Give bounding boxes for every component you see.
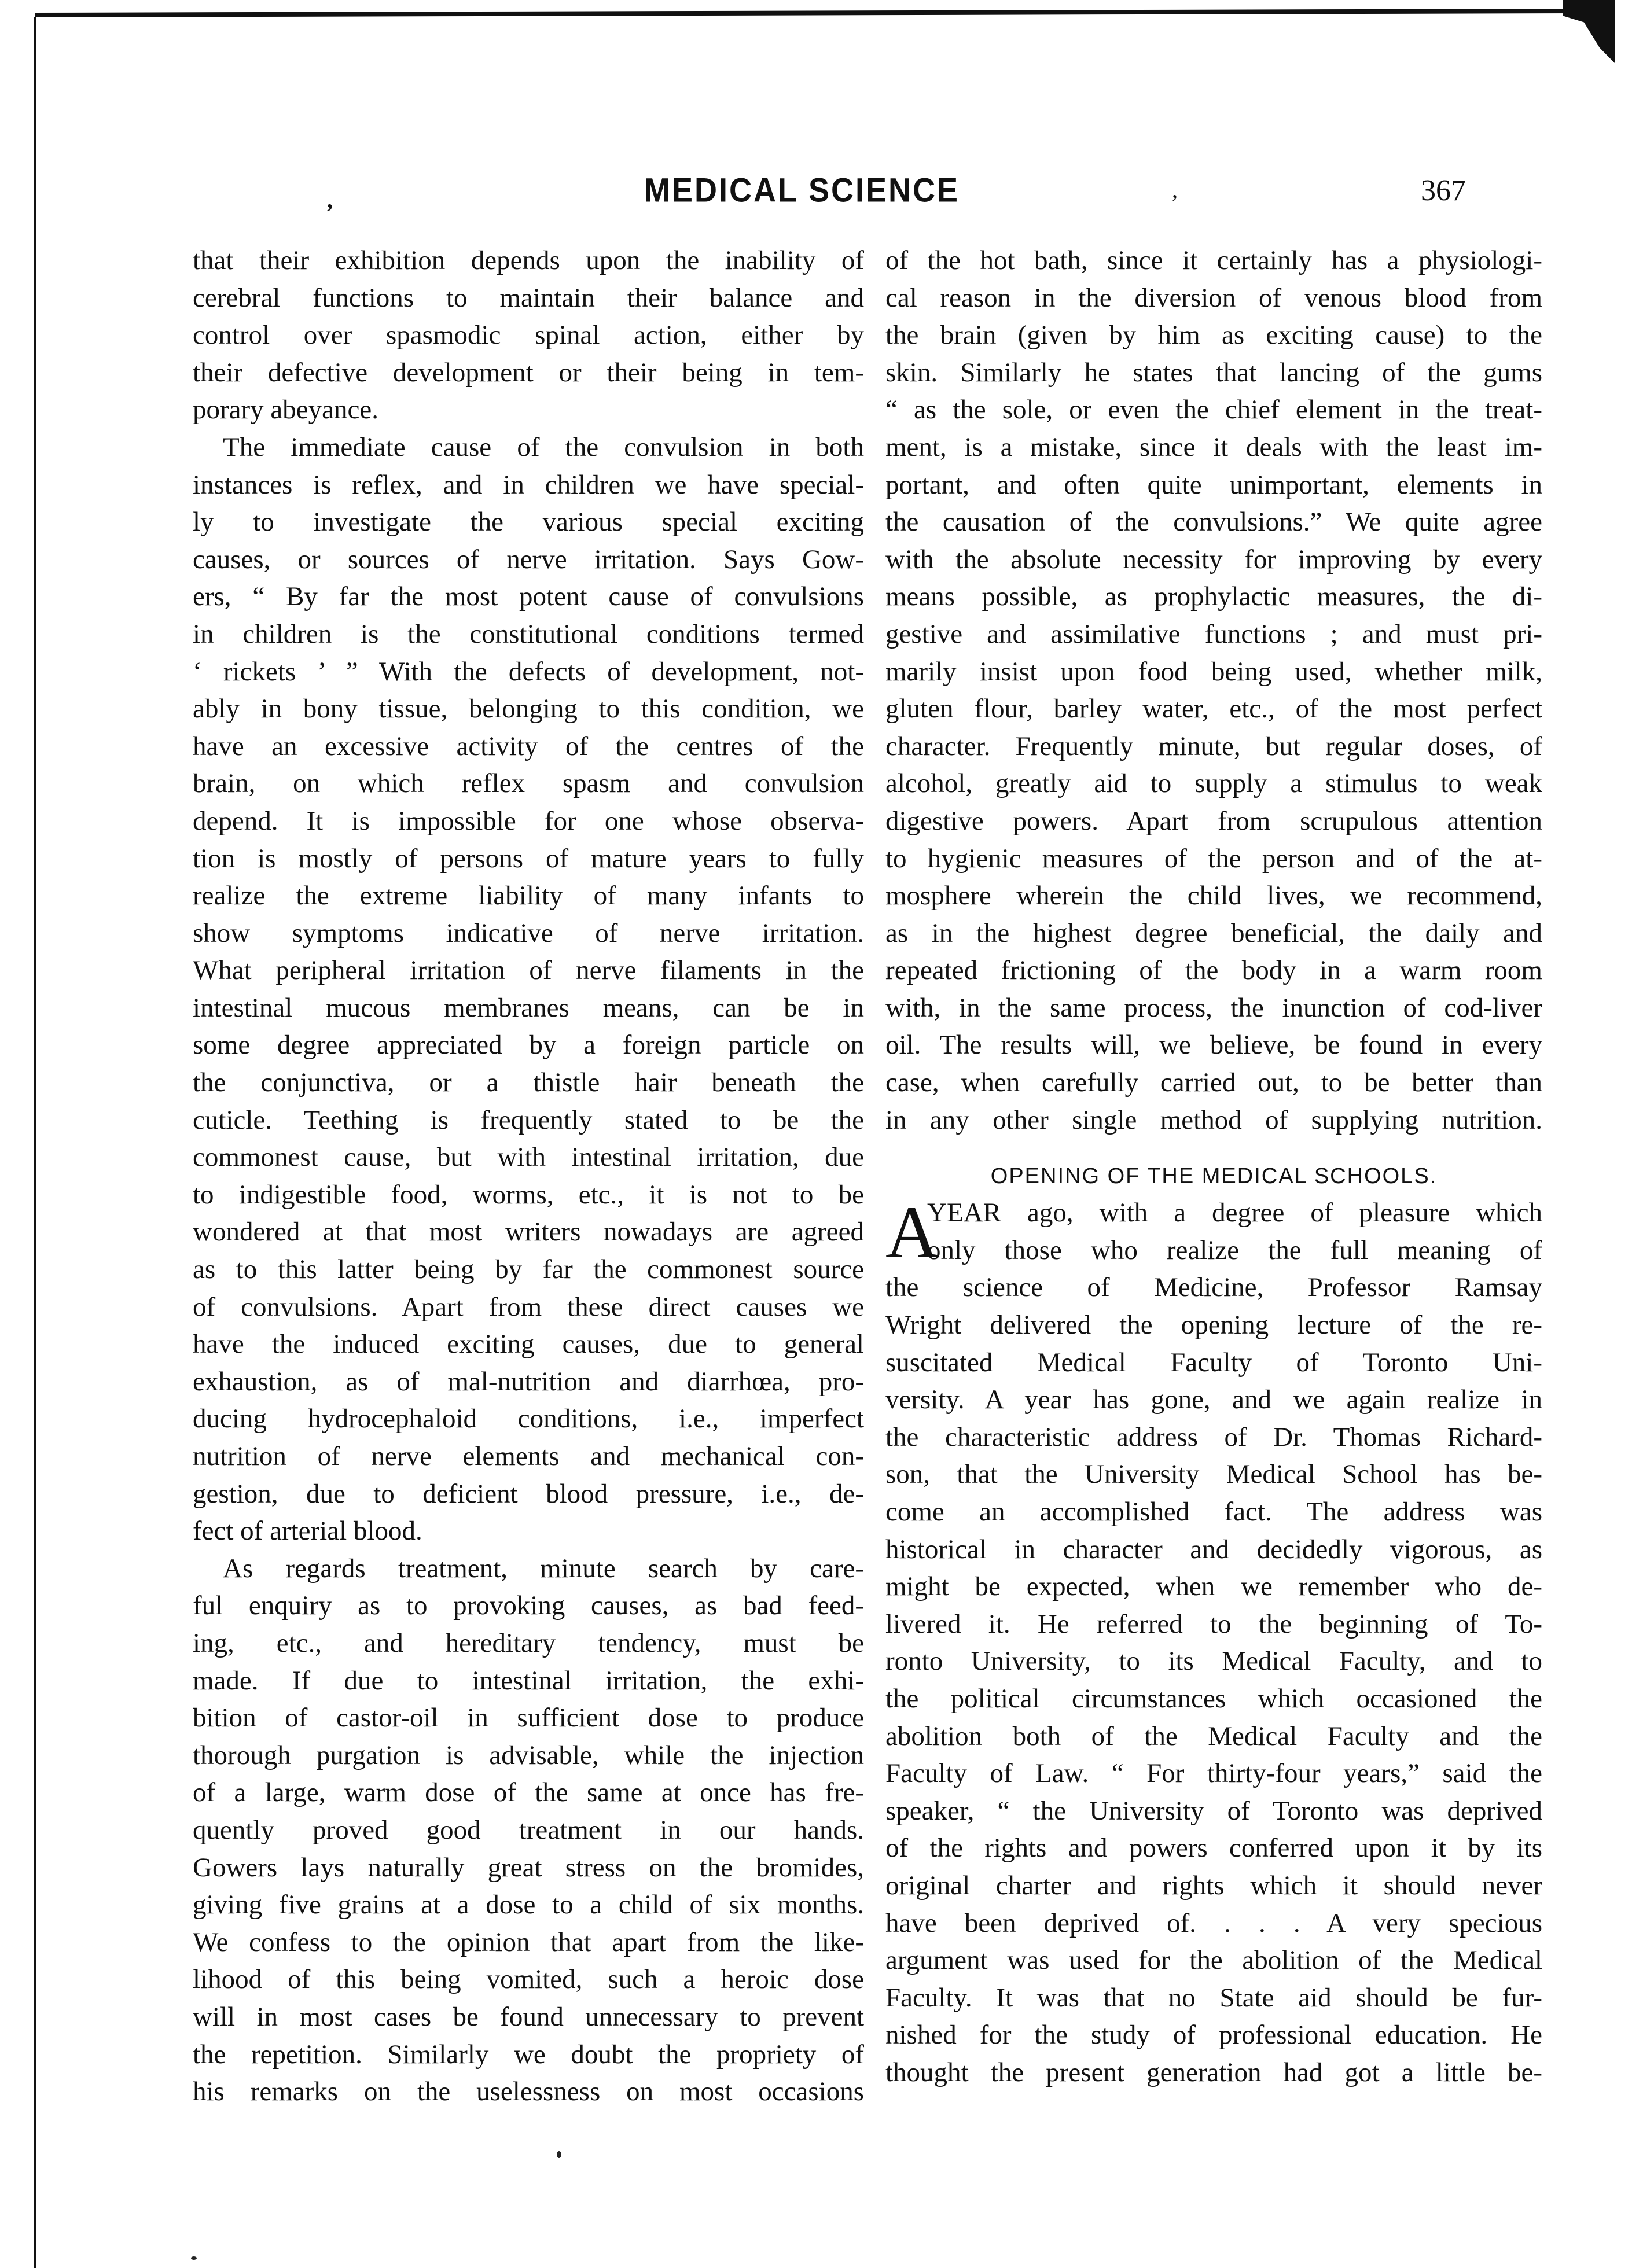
- text-line: as in the highest degree beneficial, the daily and: [885, 918, 1542, 948]
- text-line: nished for the study of professional education. He: [885, 2020, 1542, 2050]
- text-line: Gowers lays naturally great stress on the bromides,: [193, 1852, 864, 1883]
- paragraph-start: The immediate cause of the convulsion in both: [223, 432, 864, 462]
- scan-speck: [557, 2151, 561, 2158]
- text-line: ful enquiry as to provoking causes, as bad feed-: [193, 1590, 864, 1621]
- text-line: giving five grains at a dose to a child of six months.: [193, 1890, 864, 1920]
- text-line: suscitated Medical Faculty of Toronto Uni-: [885, 1347, 1542, 1378]
- drop-cap: A: [885, 1191, 939, 1274]
- text-line: gestion, due to deficient blood pressure, i.e., de-: [193, 1478, 864, 1509]
- text-line: quently proved good treatment in our hands.: [193, 1814, 864, 1845]
- text-line: livered it. He referred to the beginning of To-: [885, 1608, 1542, 1639]
- text-line: made. If due to intestinal irritation, the exhi-: [193, 1665, 864, 1696]
- text-line: in any other single method of supplying nutrition.: [885, 1104, 1542, 1135]
- running-title: MEDICAL SCIENCE: [644, 171, 960, 209]
- text-line: speaker, “ the University of Toronto was deprived: [885, 1795, 1542, 1826]
- text-line: have an excessive activity of the centres of the: [193, 731, 864, 761]
- text-line: of the hot bath, since it certainly has a physiologi-: [885, 245, 1542, 275]
- text-line: show symptoms indicative of nerve irritation.: [193, 918, 864, 948]
- text-line: Wright delivered the opening lecture of the re-: [885, 1310, 1542, 1341]
- text-line: the political circumstances which occasioned the: [885, 1683, 1542, 1714]
- section-heading: OPENING OF THE MEDICAL SCHOOLS.: [990, 1164, 1438, 1189]
- scan-top-edge: [35, 9, 1609, 17]
- text-line: the repetition. Similarly we doubt the propriety of: [193, 2039, 864, 2070]
- text-line: the science of Medicine, Professor Ramsay: [885, 1272, 1542, 1303]
- text-line: have the induced exciting causes, due to general: [193, 1329, 864, 1360]
- text-line: versity. A year has gone, and we again realize in: [885, 1385, 1542, 1415]
- text-line: commonest cause, but with intestinal irritation, due: [193, 1142, 864, 1173]
- text-line: ronto University, to its Medical Faculty, and to: [885, 1646, 1542, 1677]
- text-line: mosphere wherein the child lives, we recommend,: [885, 881, 1542, 911]
- text-line: instances is reflex, and in children we have special-: [193, 469, 864, 500]
- text-line: historical in character and decidedly vigorous, as: [885, 1534, 1542, 1564]
- text-line: ly to investigate the various special exciting: [193, 507, 864, 537]
- text-line: control over spasmodic spinal action, either by: [193, 320, 864, 351]
- text-line: son, that the University Medical School has be-: [885, 1459, 1542, 1490]
- text-line: character. Frequently minute, but regular doses, of: [885, 731, 1542, 761]
- right-column: [885, 242, 1542, 2092]
- text-line: ducing hydrocephaloid conditions, i.e., imperfect: [193, 1404, 864, 1434]
- text-line: their defective development or their being in tem-: [193, 357, 864, 388]
- page-number: 367: [1421, 174, 1466, 207]
- scan-corner-shadow: [1563, 0, 1615, 64]
- text-line: tion is mostly of persons of mature years to fully: [193, 843, 864, 874]
- text-line: to indigestible food, worms, etc., it is not to be: [193, 1179, 864, 1210]
- text-line: ‘ rickets ’ ” With the defects of development, not-: [193, 656, 864, 687]
- text-line: the brain (given by him as exciting cause) to the: [885, 320, 1542, 351]
- text-line: skin. Similarly he states that lancing of the gums: [885, 357, 1542, 388]
- text-line: Faculty of Law. “ For thirty-four years,” said the: [885, 1758, 1542, 1789]
- text-line: nutrition of nerve elements and mechanical con-: [193, 1441, 864, 1471]
- text-line: original charter and rights which it should never: [885, 1870, 1542, 1901]
- text-line: realize the extreme liability of many infants to: [193, 881, 864, 911]
- text-line: have been deprived of. . . . A very specious: [885, 1908, 1542, 1938]
- text-line: only those who realize the full meaning of: [927, 1235, 1542, 1265]
- text-line: thorough purgation is advisable, while the injection: [193, 1740, 864, 1770]
- text-line: exhaustion, as of mal-nutrition and diarrhœa, pro-: [193, 1366, 864, 1397]
- text-line: oil. The results will, we believe, be found in every: [885, 1030, 1542, 1061]
- scan-speck: [191, 2256, 197, 2260]
- text-line: gestive and assimilative functions ; and must pri-: [885, 618, 1542, 649]
- text-line: the conjunctiva, or a thistle hair beneath the: [193, 1067, 864, 1098]
- text-line: cuticle. Teething is frequently stated to be the: [193, 1104, 864, 1135]
- text-line: digestive powers. Apart from scrupulous attention: [885, 805, 1542, 836]
- stray-mark: ,: [327, 187, 333, 213]
- text-line: cerebral functions to maintain their balance and: [193, 282, 864, 313]
- text-line: as to this latter being by far the commonest source: [193, 1254, 864, 1285]
- text-line: YEAR ago, with a degree of pleasure which: [927, 1198, 1542, 1228]
- text-line: his remarks on the uselessness on most occasions: [193, 2076, 864, 2107]
- text-line: marily insist upon food being used, whether milk,: [885, 656, 1542, 687]
- text-line: ers, “ By far the most potent cause of convulsions: [193, 581, 864, 612]
- text-line: the characteristic address of Dr. Thomas Richard-: [885, 1422, 1542, 1452]
- text-line: with, in the same process, the inunction of cod-liver: [885, 992, 1542, 1023]
- scan-fold-line: [34, 17, 36, 2268]
- text-line: causes, or sources of nerve irritation. Says Gow-: [193, 544, 864, 575]
- text-line: come an accomplished fact. The address was: [885, 1497, 1542, 1527]
- text-line: thought the present generation had got a little be-: [885, 2057, 1542, 2087]
- running-header: [0, 172, 1643, 213]
- text-line: We confess to the opinion that apart from the like-: [193, 1927, 864, 1957]
- text-line: ing, etc., and hereditary tendency, must be: [193, 1628, 864, 1658]
- text-line: means possible, as prophylactic measures, the di-: [885, 581, 1542, 612]
- text-line: porary abeyance.: [193, 395, 378, 425]
- text-line: the causation of the convulsions.” We quite agree: [885, 507, 1542, 537]
- text-line: ment, is a mistake, since it deals with the least im-: [885, 432, 1542, 462]
- text-line: What peripheral irritation of nerve filaments in the: [193, 955, 864, 986]
- text-line: depend. It is impossible for one whose observa-: [193, 805, 864, 836]
- text-line: wondered at that most writers nowadays are agreed: [193, 1217, 864, 1247]
- text-line: bition of castor-oil in sufficient dose to produce: [193, 1703, 864, 1733]
- text-line: portant, and often quite unimportant, elements in: [885, 469, 1542, 500]
- paragraph-start: As regards treatment, minute search by care-: [223, 1553, 864, 1584]
- text-line: in children is the constitutional conditions termed: [193, 618, 864, 649]
- text-line: to hygienic measures of the person and of the at-: [885, 843, 1542, 874]
- text-line: fect of arterial blood.: [193, 1516, 422, 1547]
- text-line: “ as the sole, or even the chief element in the treat-: [885, 395, 1542, 425]
- text-line: gluten flour, barley water, etc., of the most perfect: [885, 694, 1542, 724]
- text-line: of a large, warm dose of the same at once has fre-: [193, 1777, 864, 1808]
- text-line: of the rights and powers conferred upon it by its: [885, 1833, 1542, 1864]
- text-line: brain, on which reflex spasm and convulsion: [193, 768, 864, 799]
- text-line: cal reason in the diversion of venous blood from: [885, 282, 1542, 313]
- text-line: will in most cases be found unnecessary to prevent: [193, 2001, 864, 2032]
- left-column: [193, 242, 864, 2111]
- drop-cap-paragraph: [885, 1191, 1542, 1274]
- text-line: intestinal mucous membranes means, can be in: [193, 992, 864, 1023]
- text-line: some degree appreciated by a foreign particle on: [193, 1030, 864, 1061]
- text-line: of convulsions. Apart from these direct causes we: [193, 1291, 864, 1322]
- text-line: might be expected, when we remember who de-: [885, 1571, 1542, 1602]
- text-line: Faculty. It was that no State aid should be fur-: [885, 1982, 1542, 2013]
- text-line: case, when carefully carried out, to be better than: [885, 1067, 1542, 1098]
- stray-mark: ,: [1172, 176, 1178, 203]
- text-line: argument was used for the abolition of the Medical: [885, 1945, 1542, 1976]
- text-line: repeated frictioning of the body in a warm room: [885, 955, 1542, 986]
- text-line: abolition both of the Medical Faculty and the: [885, 1721, 1542, 1751]
- text-line: lihood of this being vomited, such a heroic dose: [193, 1964, 864, 1995]
- text-line: with the absolute necessity for improving by every: [885, 544, 1542, 575]
- text-line: alcohol, greatly aid to supply a stimulus to weak: [885, 768, 1542, 799]
- text-line: that their exhibition depends upon the inability of: [193, 245, 864, 275]
- text-line: ably in bony tissue, belonging to this condition, we: [193, 694, 864, 724]
